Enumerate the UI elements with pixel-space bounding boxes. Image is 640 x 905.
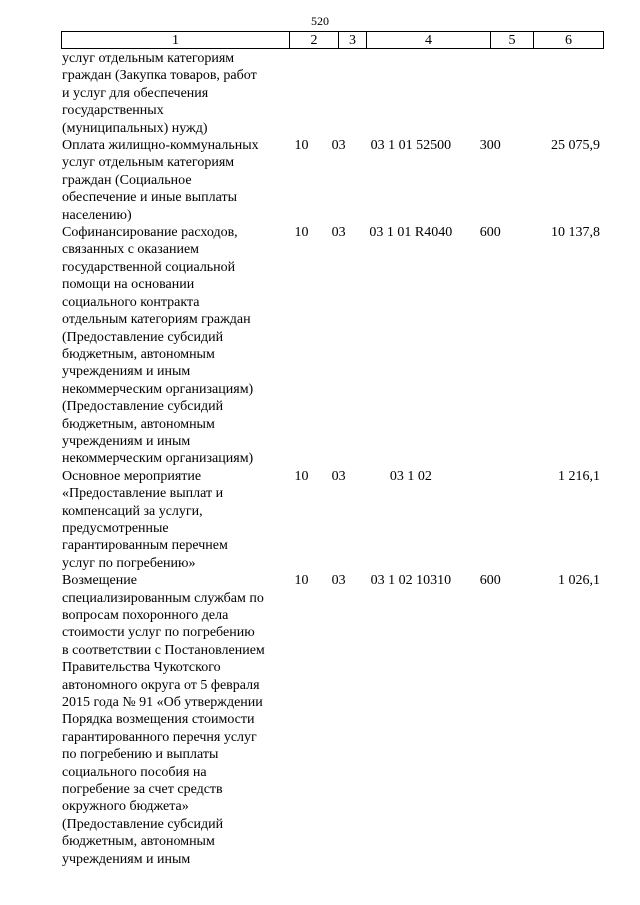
row-razdel: 10 — [294, 138, 309, 154]
row-name: Софинансирование расходов, связанных с оказанием государственной социальной помощи на основании социального контракта отдельным категориям граждан (Предоставление субсидий бюджетным, автономным учреждениям и иным некоммерческим организациям) (Предоставление субсидий бюджетным, автономным учреждениям и иным некоммерческим организациям) — [62, 225, 254, 467]
table-body — [62, 50, 602, 868]
row-expense-type: 300 — [479, 138, 501, 154]
row-expense-type: 600 — [479, 225, 501, 241]
table-row — [62, 137, 602, 224]
row-target-article: 03 1 02 10310 — [370, 573, 452, 589]
column-header-3: 3 — [339, 32, 367, 49]
row-razdel: 10 — [294, 468, 309, 484]
page-number: 520 — [311, 14, 329, 28]
column-header-4: 4 — [367, 32, 491, 49]
column-header-table — [61, 31, 604, 49]
column-header-1: 1 — [62, 32, 290, 49]
table-row — [62, 572, 602, 868]
column-header-row — [62, 32, 604, 49]
column-header-5: 5 — [491, 32, 534, 49]
table-row — [62, 50, 602, 137]
row-podrazdel: 03 — [331, 468, 346, 484]
row-name: Основное мероприятие «Предоставление выплат и компенсаций за услуги, предусмотренные гарантированным перечнем услуг по погребению» — [62, 468, 228, 571]
row-sum: 1 216,1 — [557, 468, 600, 484]
row-razdel: 10 — [294, 225, 309, 241]
row-target-article: 03 1 01 52500 — [370, 138, 452, 154]
row-sum: 25 075,9 — [550, 138, 600, 154]
row-target-article: 03 1 02 — [389, 468, 432, 484]
row-podrazdel: 03 — [331, 138, 346, 154]
row-name: Возмещение специализированным службам по вопросам похоронного дела стоимости услуг по погребению в соответствии с Постановлением Правительства Чукотского автономного округа от 5 февраля 2015 года № 91 «Об утверждении Порядка возмещения стоимости гарантированного перечня услуг по погребению и выплаты социального пособия на погребение за счет средств окружного бюджета» (Предоставление субсидий бюджетным, автономным учреждениям и иным — [62, 573, 265, 867]
row-podrazdel: 03 — [331, 573, 346, 589]
column-header-6: 6 — [534, 32, 604, 49]
row-name: Оплата жилищно-коммунальных услуг отдельным категориям граждан (Социальное обеспечение и иные выплаты населению) — [62, 138, 259, 223]
row-razdel: 10 — [294, 573, 309, 589]
row-sum: 1 026,1 — [557, 573, 600, 589]
row-sum: 10 137,8 — [550, 225, 600, 241]
column-header-2: 2 — [290, 32, 339, 49]
row-target-article: 03 1 01 R4040 — [369, 225, 453, 241]
row-name: услуг отдельным категориям граждан (Закупка товаров, работ и услуг для обеспечения государственных (муниципальных) нужд) — [62, 51, 257, 136]
row-expense-type: 600 — [479, 573, 501, 589]
row-podrazdel: 03 — [331, 225, 346, 241]
table-row — [62, 224, 602, 468]
table-row — [62, 468, 602, 572]
